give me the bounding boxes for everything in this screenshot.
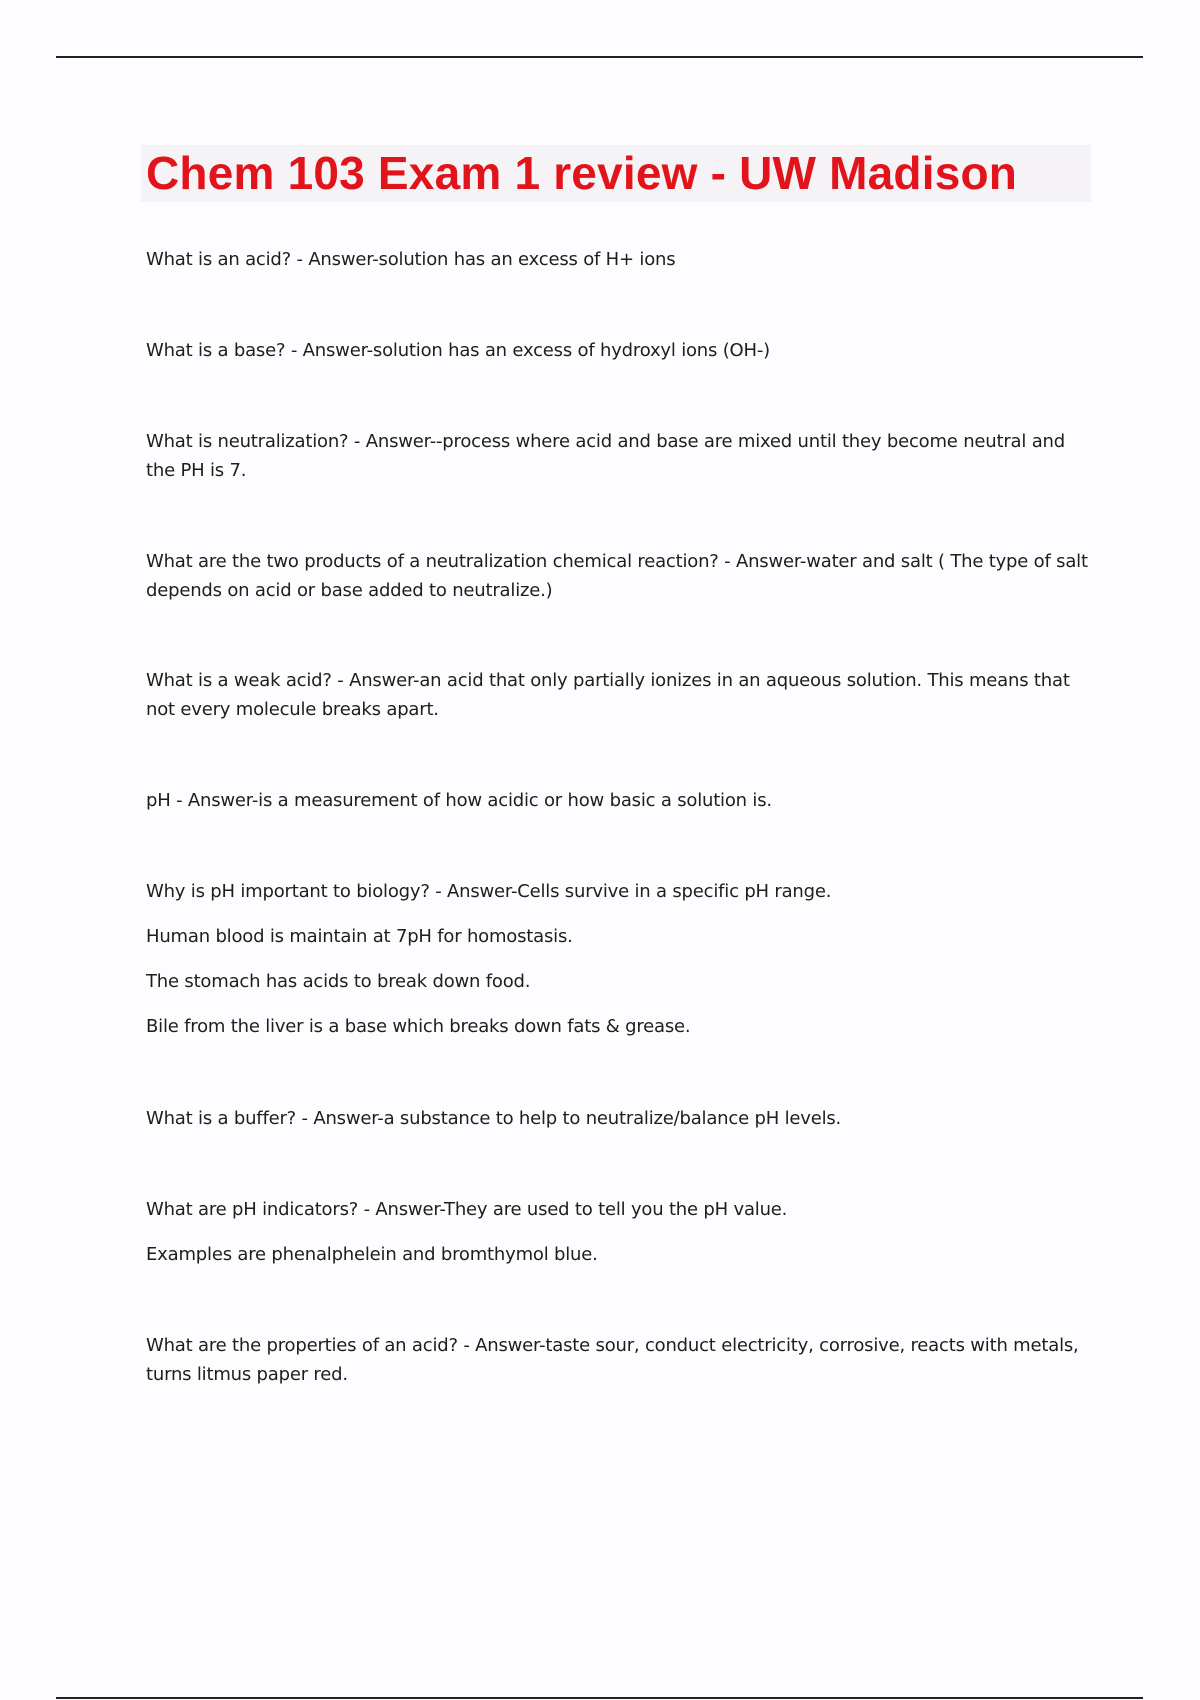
qa-entry-ph-indicators [146,1195,1092,1269]
top-rule [56,56,1143,58]
qa-line: Human blood is maintain at 7pH for homostasis. [146,926,573,947]
bottom-rule [56,1697,1143,1699]
qa-entry-neutralization [146,427,1092,485]
qa-line: The stomach has acids to break down food. [146,971,531,992]
qa-entry-acid-properties [146,1331,1092,1389]
qa-entry-ph-biology [146,877,1092,1041]
qa-entry-neutralization-products [146,547,1092,605]
qa-line: Why is pH important to biology? - Answer-Cells survive in a specific pH range. [146,881,832,902]
qa-line: What are the properties of an acid? - Answer-taste sour, conduct electricity, corrosive, reacts with metals, turns litmus paper red. [146,1335,1079,1385]
qa-entry-ph [146,786,1092,815]
qa-entry-buffer [146,1104,1092,1133]
qa-line: What is an acid? - Answer-solution has an excess of H+ ions [146,249,676,270]
qa-line: Bile from the liver is a base which breaks down fats & grease. [146,1016,691,1037]
qa-entry-acid [146,245,1092,274]
qa-line: pH - Answer-is a measurement of how acidic or how basic a solution is. [146,790,772,811]
qa-line: What is a weak acid? - Answer-an acid that only partially ionizes in an aqueous solution. This means that not every molecule breaks apart. [146,670,1070,720]
qa-entry-base [146,336,1092,365]
qa-line: Examples are phenalphelein and bromthymol blue. [146,1244,598,1265]
qa-entry-weak-acid [146,666,1092,724]
qa-line: What are pH indicators? - Answer-They are used to tell you the pH value. [146,1199,788,1220]
qa-line: What is neutralization? - Answer--process where acid and base are mixed until they become neutral and the PH is 7. [146,431,1065,481]
qa-line: What is a base? - Answer-solution has an excess of hydroxyl ions (OH-) [146,340,770,361]
qa-line: What are the two products of a neutralization chemical reaction? - Answer-water and salt ( The type of salt depends on acid or base added to neutralize.) [146,551,1088,601]
qa-line: What is a buffer? - Answer-a substance to help to neutralize/balance pH levels. [146,1108,842,1129]
document-title: Chem 103 Exam 1 review - UW Madison [146,147,1018,199]
